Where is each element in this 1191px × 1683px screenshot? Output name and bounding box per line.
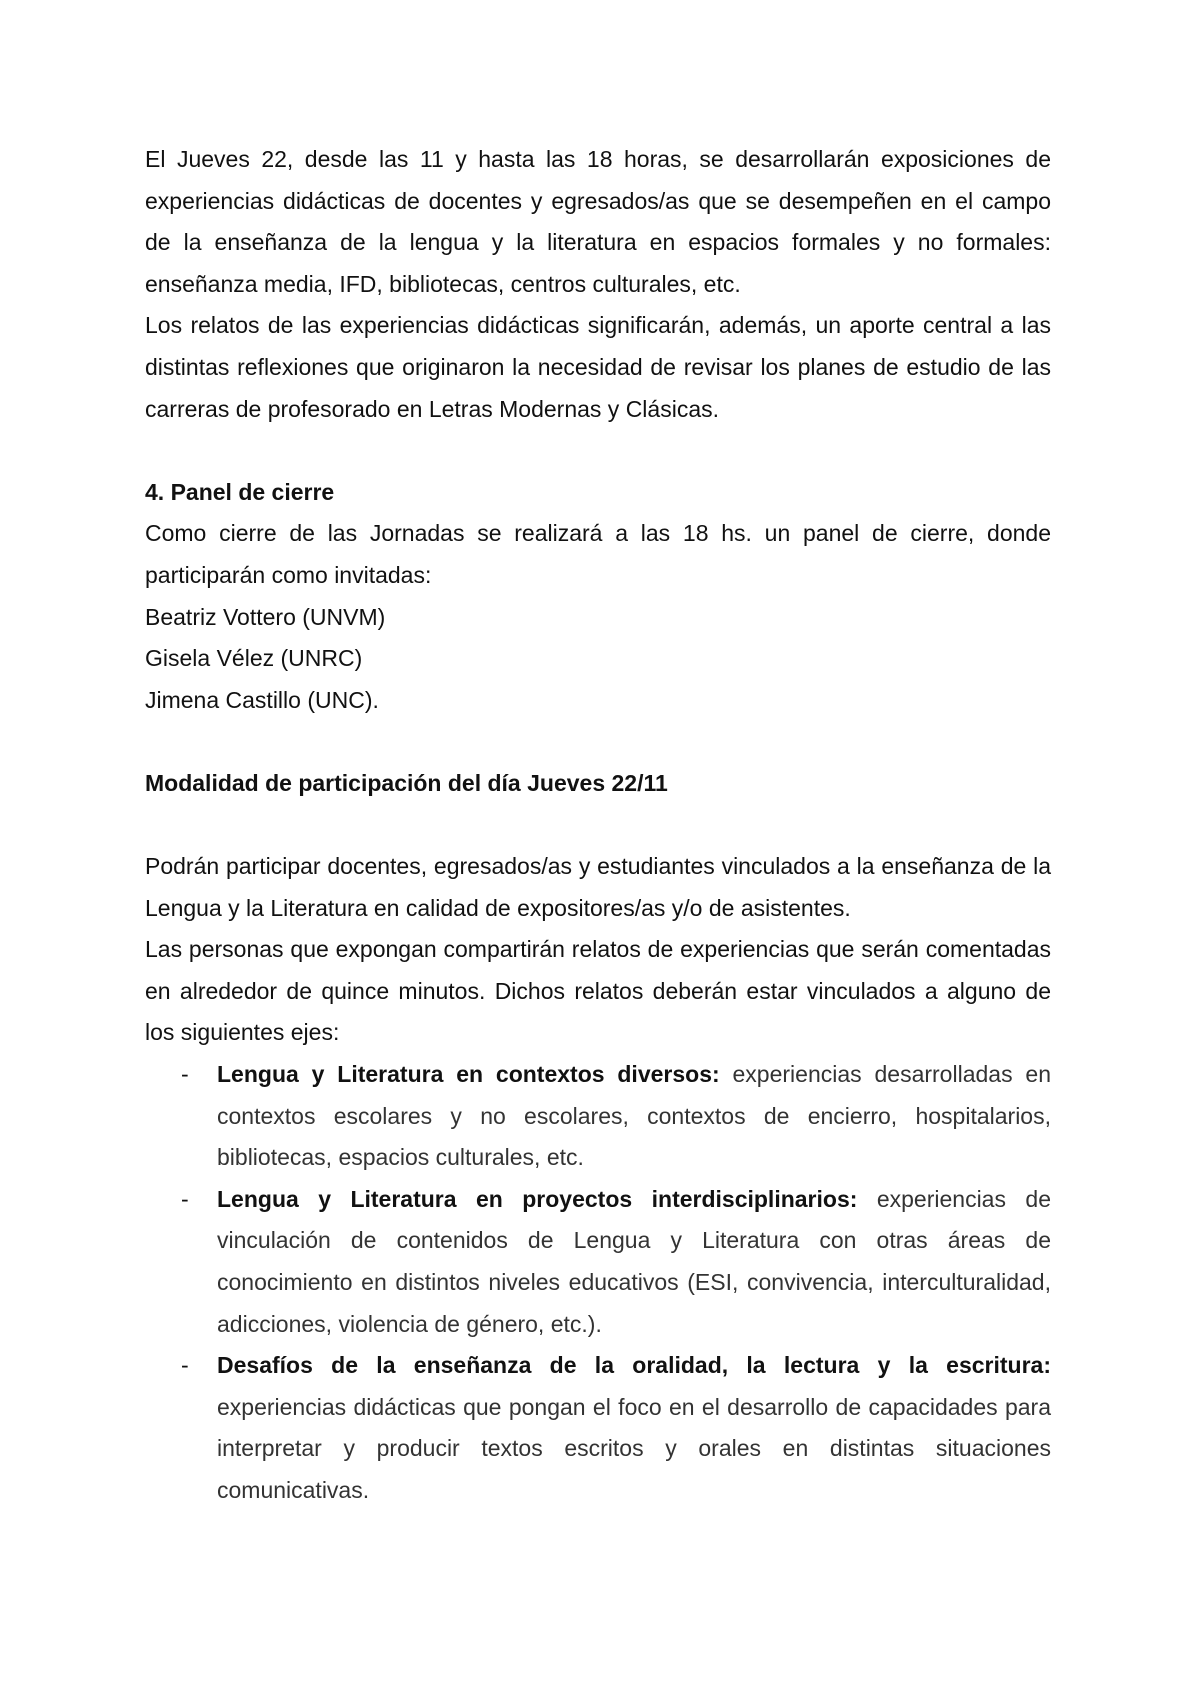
- guest-1: Beatriz Vottero (UNVM): [145, 603, 386, 630]
- list-dash: -: [181, 1185, 189, 1212]
- guest-2: Gisela Vélez (UNRC): [145, 645, 363, 672]
- intro-paragraph-2: Los relatos de las experiencias didácticas significarán, además, un aporte central a las distintas reflexiones que originaron la necesidad de revisar los planes de estudio de las carreras de profesorado en Letras Modernas y Clásicas.: [145, 312, 1051, 422]
- axis-item: [145, 1054, 1051, 1179]
- spacer: [145, 721, 1051, 763]
- list-dash: -: [181, 1352, 189, 1379]
- axis-item: [145, 1179, 1051, 1345]
- axis-title: Lengua y Literatura en proyectos interdisciplinarios:: [217, 1185, 858, 1212]
- axis-description: experiencias desarrolladas en contextos escolares y no escolares, contextos de encierro, hospitalarios, bibliotecas, espacios culturales, etc.: [217, 1061, 1051, 1171]
- intro-paragraph-1: El Jueves 22, desde las 11 y hasta las 18 horas, se desarrollarán exposiciones de experiencias didácticas de docentes y egresados/as que se desempeñen en el campo de la enseñanza de la lengua y la literatura en espacios formales y no formales: enseñanza media, IFD, bibliotecas, centros culturales, etc.: [145, 146, 1051, 297]
- spacer: [145, 805, 1051, 847]
- participation-paragraph-1: Podrán participar docentes, egresados/as y estudiantes vinculados a la enseñanza de la Lengua y la Literatura en calidad de expositores/as y/o de asistentes.: [145, 853, 1051, 921]
- closing-panel-heading: 4. Panel de cierre: [145, 478, 335, 505]
- spacer: [145, 430, 1051, 472]
- document-page: [145, 139, 1051, 1512]
- axis-description: experiencias de vinculación de contenidos de Lengua y Literatura con otras áreas de conocimiento en distintos niveles educativos (ESI, convivencia, interculturalidad, adicciones, violencia de género, etc.).: [217, 1185, 1052, 1337]
- axis-title: Desafíos de la enseñanza de la oralidad, la lectura y la escritura:: [217, 1352, 1051, 1379]
- axes-list: [145, 1054, 1051, 1512]
- axis-title: Lengua y Literatura en contextos diversos:: [217, 1061, 720, 1088]
- closing-panel-text: Como cierre de las Jornadas se realizará a las 18 hs. un panel de cierre, donde participarán como invitadas:: [145, 520, 1051, 588]
- axis-description: experiencias didácticas que pongan el foco en el desarrollo de capacidades para interpretar y producir textos escritos y orales en distintas situaciones comunicativas.: [217, 1393, 1051, 1503]
- participation-paragraph-2: Las personas que expongan compartirán relatos de experiencias que serán comentadas en alrededor de quince minutos. Dichos relatos deberán estar vinculados a alguno de los siguientes ejes:: [145, 936, 1051, 1046]
- list-dash: -: [181, 1061, 189, 1088]
- axis-item: [145, 1345, 1051, 1511]
- guest-3: Jimena Castillo (UNC).: [145, 686, 379, 713]
- participation-heading: Modalidad de participación del día Jueves 22/11: [145, 769, 668, 796]
